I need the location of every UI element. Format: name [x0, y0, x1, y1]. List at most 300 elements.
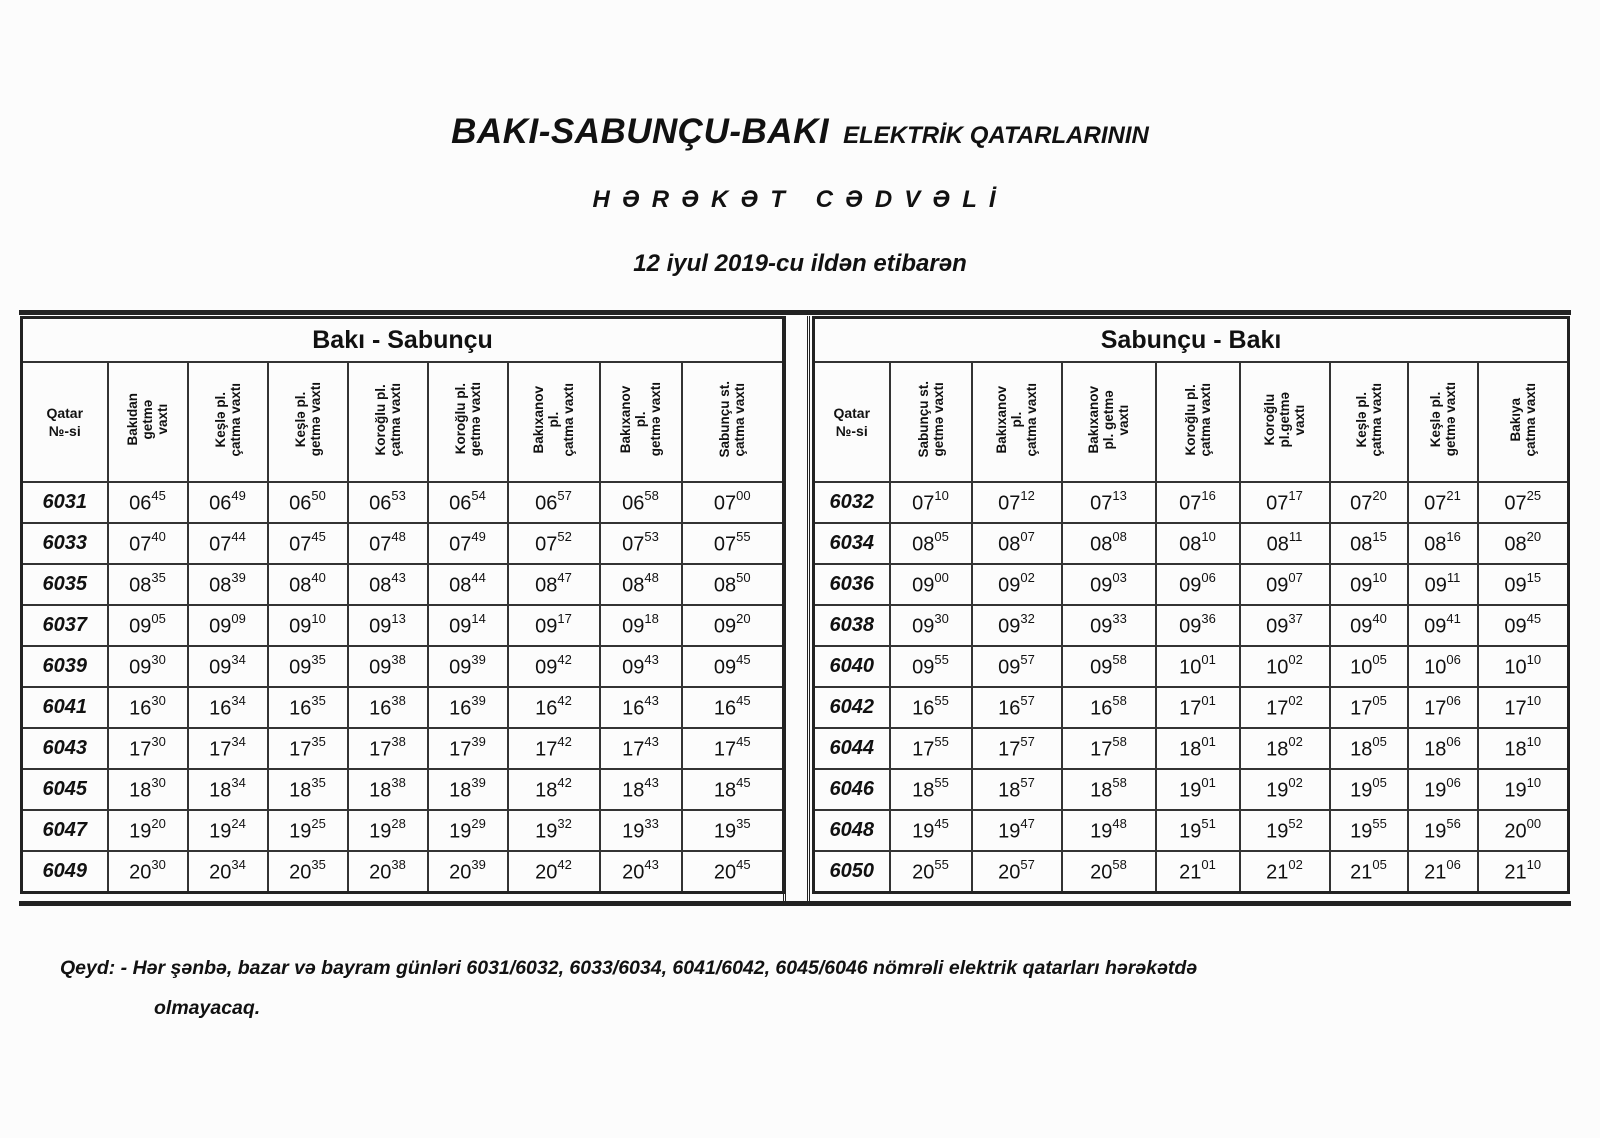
minutes: 20 [151, 815, 166, 831]
time-cell: $17^{30}$ [108, 728, 188, 769]
minutes: 45 [736, 692, 751, 708]
minutes: 48 [1112, 815, 1127, 831]
minutes: 33 [1112, 610, 1127, 626]
time-cell: $09^{35}$ [268, 646, 348, 687]
train-number: 6043 [22, 728, 108, 769]
minutes: 56 [1446, 815, 1461, 831]
minutes: 18 [644, 610, 659, 626]
minutes: 08 [1112, 528, 1127, 544]
time-cell: $16^{30}$ [108, 687, 188, 728]
time-cell: $18^{02}$ [1240, 728, 1330, 769]
minutes: 58 [1112, 651, 1127, 667]
footnote [60, 948, 1560, 1028]
minutes: 35 [311, 692, 326, 708]
column-header [1062, 362, 1156, 482]
minutes: 57 [1020, 774, 1035, 790]
time-cell: $09^{40}$ [1330, 605, 1408, 646]
train-number: 6036 [814, 564, 890, 605]
time-cell: $19^{01}$ [1156, 769, 1240, 810]
minutes: 39 [471, 856, 486, 872]
time-cell: $17^{43}$ [600, 728, 682, 769]
time-cell: $21^{05}$ [1330, 851, 1408, 893]
minutes: 45 [934, 815, 949, 831]
train-number: 6038 [814, 605, 890, 646]
table-row [22, 851, 784, 893]
column-header-label: Koroğlu pl.getmə vaxtı [1262, 391, 1307, 448]
minutes: 48 [391, 528, 406, 544]
column-header [508, 362, 600, 482]
time-cell: $20^{55}$ [890, 851, 972, 893]
time-cell: $18^{58}$ [1062, 769, 1156, 810]
time-cell: $20^{43}$ [600, 851, 682, 893]
time-cell: $16^{39}$ [428, 687, 508, 728]
minutes: 51 [1201, 815, 1216, 831]
minutes: 16 [1201, 487, 1216, 503]
train-number: 6031 [22, 482, 108, 523]
time-cell: $08^{16}$ [1408, 523, 1478, 564]
time-cell: $09^{57}$ [972, 646, 1062, 687]
time-cell: $09^{45}$ [1478, 605, 1569, 646]
time-cell: $07^{49}$ [428, 523, 508, 564]
column-header [972, 362, 1062, 482]
time-cell: $16^{45}$ [682, 687, 784, 728]
minutes: 10 [1526, 651, 1542, 667]
minutes: 57 [557, 487, 572, 503]
table-row [814, 728, 1569, 769]
time-cell: $09^{55}$ [890, 646, 972, 687]
time-cell: $17^{06}$ [1408, 687, 1478, 728]
minutes: 10 [1526, 774, 1542, 790]
time-cell: $19^{35}$ [682, 810, 784, 851]
table-row [814, 564, 1569, 605]
time-cell: $17^{57}$ [972, 728, 1062, 769]
minutes: 10 [1372, 569, 1387, 585]
time-cell: $16^{35}$ [268, 687, 348, 728]
time-cell: $08^{48}$ [600, 564, 682, 605]
minutes: 09 [231, 610, 246, 626]
minutes: 34 [231, 651, 246, 667]
route-title: BAKI-SABUNÇU-BAKI [451, 112, 830, 151]
train-number: 6035 [22, 564, 108, 605]
footnote-line: olmayacaq. [154, 997, 261, 1019]
minutes: 52 [1288, 815, 1303, 831]
table-row [22, 769, 784, 810]
train-number: 6034 [814, 523, 890, 564]
minutes: 34 [231, 774, 246, 790]
minutes: 21 [1446, 487, 1461, 503]
time-cell: $08^{35}$ [108, 564, 188, 605]
effective-date: 12 iyul 2019-cu ildən etibarən [633, 250, 967, 277]
time-cell: $17^{10}$ [1478, 687, 1569, 728]
minutes: 11 [1446, 569, 1461, 585]
time-cell: $18^{42}$ [508, 769, 600, 810]
column-header-row [814, 362, 1569, 482]
time-cell: $17^{42}$ [508, 728, 600, 769]
minutes: 55 [934, 692, 949, 708]
time-cell: $19^{48}$ [1062, 810, 1156, 851]
time-cell: $18^{01}$ [1156, 728, 1240, 769]
column-header-label: Koroğlu pl. çatma vaxtı [372, 382, 403, 457]
table-row [814, 769, 1569, 810]
minutes: 57 [1020, 733, 1035, 749]
minutes: 33 [644, 815, 659, 831]
minutes: 35 [311, 733, 326, 749]
time-cell: $20^{39}$ [428, 851, 508, 893]
time-cell: $08^{15}$ [1330, 523, 1408, 564]
minutes: 32 [1020, 610, 1035, 626]
time-cell: $21^{02}$ [1240, 851, 1330, 893]
minutes: 50 [311, 487, 326, 503]
time-cell: $08^{39}$ [188, 564, 268, 605]
time-cell: $09^{38}$ [348, 646, 428, 687]
minutes: 17 [557, 610, 572, 626]
minutes: 48 [644, 569, 659, 585]
table-row [22, 605, 784, 646]
minutes: 30 [151, 856, 166, 872]
minutes: 06 [1446, 692, 1461, 708]
column-header: Qatar №-si [814, 362, 890, 482]
minutes: 02 [1288, 651, 1303, 667]
time-cell: $09^{15}$ [1478, 564, 1569, 605]
minutes: 06 [1446, 856, 1461, 872]
time-cell: $19^{32}$ [508, 810, 600, 851]
time-cell: $18^{30}$ [108, 769, 188, 810]
time-cell: $08^{50}$ [682, 564, 784, 605]
column-header [600, 362, 682, 482]
column-header [682, 362, 784, 482]
minutes: 07 [1020, 528, 1035, 544]
column-header-label: Keşlə pl. çatma vaxtı [1353, 382, 1384, 457]
minutes: 10 [934, 487, 949, 503]
time-cell: $17^{34}$ [188, 728, 268, 769]
time-cell: $09^{06}$ [1156, 564, 1240, 605]
time-cell: $17^{45}$ [682, 728, 784, 769]
time-cell: $17^{35}$ [268, 728, 348, 769]
table-row [814, 605, 1569, 646]
time-cell: $17^{38}$ [348, 728, 428, 769]
column-header [428, 362, 508, 482]
time-cell: $17^{05}$ [1330, 687, 1408, 728]
minutes: 20 [736, 610, 751, 626]
minutes: 30 [151, 774, 166, 790]
minutes: 10 [311, 610, 326, 626]
time-cell: $07^{53}$ [600, 523, 682, 564]
title-suffix: ELEKTRİK QATARLARININ [843, 122, 1149, 149]
minutes: 42 [557, 692, 572, 708]
time-cell: $09^{13}$ [348, 605, 428, 646]
minutes: 28 [391, 815, 406, 831]
minutes: 39 [471, 692, 486, 708]
train-number: 6037 [22, 605, 108, 646]
time-cell: $20^{30}$ [108, 851, 188, 893]
column-header [890, 362, 972, 482]
table-body [22, 482, 784, 893]
column-header-label: Koroğlu pl. çatma vaxtı [1182, 382, 1213, 457]
train-number: 6049 [22, 851, 108, 893]
column-header-label: Bakıxanov pl. getmə vaxtı [618, 382, 663, 457]
time-cell: $18^{43}$ [600, 769, 682, 810]
minutes: 14 [471, 610, 486, 626]
time-cell: $06^{53}$ [348, 482, 428, 523]
time-cell: $09^{58}$ [1062, 646, 1156, 687]
minutes: 53 [644, 528, 659, 544]
time-cell: $07^{48}$ [348, 523, 428, 564]
minutes: 39 [471, 733, 486, 749]
time-cell: $19^{06}$ [1408, 769, 1478, 810]
minutes: 20 [1372, 487, 1387, 503]
minutes: 45 [736, 774, 751, 790]
time-cell: $19^{55}$ [1330, 810, 1408, 851]
table-row [22, 810, 784, 851]
time-cell: $16^{57}$ [972, 687, 1062, 728]
time-cell: $09^{36}$ [1156, 605, 1240, 646]
time-cell: $17^{58}$ [1062, 728, 1156, 769]
train-number: 6050 [814, 851, 890, 893]
time-cell: $08^{20}$ [1478, 523, 1569, 564]
time-cell: $19^{52}$ [1240, 810, 1330, 851]
minutes: 06 [1446, 733, 1461, 749]
minutes: 38 [391, 856, 406, 872]
minutes: 06 [1446, 774, 1461, 790]
time-cell: $10^{05}$ [1330, 646, 1408, 687]
time-cell: $09^{39}$ [428, 646, 508, 687]
minutes: 35 [151, 569, 166, 585]
column-header [1240, 362, 1330, 482]
time-cell: $18^{45}$ [682, 769, 784, 810]
minutes: 11 [1288, 528, 1303, 544]
column-header-label: Sabunçu st. çatma vaxtı [717, 381, 748, 458]
minutes: 37 [1288, 610, 1303, 626]
time-cell: $18^{39}$ [428, 769, 508, 810]
baku-sabunchu-table [20, 316, 785, 894]
time-cell: $19^{05}$ [1330, 769, 1408, 810]
table-title: Sabunçu - Bakı [814, 318, 1569, 363]
table-row [814, 646, 1569, 687]
train-number: 6033 [22, 523, 108, 564]
minutes: 40 [1372, 610, 1387, 626]
table-body [814, 482, 1569, 893]
time-cell: $09^{00}$ [890, 564, 972, 605]
minutes: 05 [151, 610, 166, 626]
time-cell: $08^{07}$ [972, 523, 1062, 564]
time-cell: $20^{57}$ [972, 851, 1062, 893]
time-cell: $06^{58}$ [600, 482, 682, 523]
time-cell: $19^{28}$ [348, 810, 428, 851]
minutes: 57 [1020, 692, 1035, 708]
time-cell: $08^{05}$ [890, 523, 972, 564]
time-cell: $09^{43}$ [600, 646, 682, 687]
column-header [1408, 362, 1478, 482]
time-cell: $07^{40}$ [108, 523, 188, 564]
time-cell: $09^{30}$ [890, 605, 972, 646]
column-header [348, 362, 428, 482]
time-cell: $18^{57}$ [972, 769, 1062, 810]
minutes: 58 [1112, 733, 1127, 749]
time-cell: $17^{55}$ [890, 728, 972, 769]
table-row [814, 523, 1569, 564]
column-header [268, 362, 348, 482]
minutes: 02 [1020, 569, 1035, 585]
time-cell: $07^{00}$ [682, 482, 784, 523]
minutes: 47 [557, 569, 572, 585]
time-cell: $09^{33}$ [1062, 605, 1156, 646]
minutes: 13 [391, 610, 406, 626]
train-number: 6045 [22, 769, 108, 810]
time-cell: $19^{02}$ [1240, 769, 1330, 810]
minutes: 05 [934, 528, 949, 544]
time-cell: $08^{11}$ [1240, 523, 1330, 564]
minutes: 05 [1372, 733, 1387, 749]
time-cell: $21^{01}$ [1156, 851, 1240, 893]
time-cell: $07^{12}$ [972, 482, 1062, 523]
time-cell: $19^{29}$ [428, 810, 508, 851]
minutes: 57 [1020, 856, 1035, 872]
time-cell: $18^{38}$ [348, 769, 428, 810]
minutes: 49 [471, 528, 486, 544]
time-cell: $08^{47}$ [508, 564, 600, 605]
minutes: 55 [1372, 815, 1387, 831]
column-header [108, 362, 188, 482]
minutes: 30 [934, 610, 949, 626]
time-cell: $07^{16}$ [1156, 482, 1240, 523]
train-number: 6032 [814, 482, 890, 523]
table-row [814, 687, 1569, 728]
minutes: 32 [557, 815, 572, 831]
minutes: 02 [1288, 774, 1303, 790]
time-cell: $06^{57}$ [508, 482, 600, 523]
time-cell: $09^{30}$ [108, 646, 188, 687]
column-header: Qatar №-si [22, 362, 108, 482]
time-cell: $20^{45}$ [682, 851, 784, 893]
time-cell: $10^{06}$ [1408, 646, 1478, 687]
minutes: 38 [391, 692, 406, 708]
minutes: 12 [1020, 487, 1035, 503]
minutes: 13 [1112, 487, 1127, 503]
time-cell: $16^{58}$ [1062, 687, 1156, 728]
minutes: 58 [1112, 774, 1127, 790]
minutes: 25 [311, 815, 326, 831]
time-cell: $21^{06}$ [1408, 851, 1478, 893]
table-row [22, 728, 784, 769]
table-divider [783, 316, 810, 902]
time-cell: $19^{51}$ [1156, 810, 1240, 851]
time-cell: $20^{00}$ [1478, 810, 1569, 851]
time-cell: $18^{35}$ [268, 769, 348, 810]
minutes: 05 [1372, 856, 1387, 872]
minutes: 36 [1201, 610, 1216, 626]
minutes: 42 [557, 774, 572, 790]
minutes: 01 [1201, 651, 1216, 667]
minutes: 38 [391, 774, 406, 790]
table-title: Bakı - Sabunçu [22, 318, 784, 363]
table-row [22, 564, 784, 605]
time-cell: $07^{13}$ [1062, 482, 1156, 523]
minutes: 40 [311, 569, 326, 585]
minutes: 10 [1526, 733, 1542, 749]
time-cell: $09^{34}$ [188, 646, 268, 687]
time-cell: $19^{25}$ [268, 810, 348, 851]
time-cell: $16^{38}$ [348, 687, 428, 728]
minutes: 45 [1526, 610, 1542, 626]
time-cell: $20^{34}$ [188, 851, 268, 893]
table-row [814, 810, 1569, 851]
minutes: 20 [1526, 528, 1542, 544]
time-cell: $08^{10}$ [1156, 523, 1240, 564]
train-number: 6041 [22, 687, 108, 728]
table-row [22, 687, 784, 728]
minutes: 42 [557, 733, 572, 749]
minutes: 05 [1372, 651, 1387, 667]
column-header [1156, 362, 1240, 482]
minutes: 45 [736, 733, 751, 749]
minutes: 44 [471, 569, 486, 585]
time-cell: $16^{55}$ [890, 687, 972, 728]
minutes: 39 [471, 651, 486, 667]
time-cell: $10^{02}$ [1240, 646, 1330, 687]
time-cell: $09^{09}$ [188, 605, 268, 646]
minutes: 17 [1288, 487, 1303, 503]
time-cell: $08^{08}$ [1062, 523, 1156, 564]
train-number: 6044 [814, 728, 890, 769]
time-cell: $16^{42}$ [508, 687, 600, 728]
time-cell: $10^{10}$ [1478, 646, 1569, 687]
time-cell: $20^{38}$ [348, 851, 428, 893]
time-cell: $07^{17}$ [1240, 482, 1330, 523]
time-cell: $09^{11}$ [1408, 564, 1478, 605]
minutes: 10 [1526, 692, 1542, 708]
minutes: 45 [311, 528, 326, 544]
time-cell: $17^{02}$ [1240, 687, 1330, 728]
minutes: 24 [231, 815, 246, 831]
minutes: 55 [934, 651, 949, 667]
minutes: 58 [1112, 692, 1127, 708]
time-cell: $21^{10}$ [1478, 851, 1569, 893]
minutes: 49 [231, 487, 246, 503]
minutes: 44 [231, 528, 246, 544]
time-cell: $09^{20}$ [682, 605, 784, 646]
minutes: 53 [391, 487, 406, 503]
time-cell: $07^{20}$ [1330, 482, 1408, 523]
column-header-label: Bakıxanov pl. çatma vaxtı [531, 382, 576, 457]
column-header-label: Keşlə pl. getmə vaxtı [292, 382, 323, 457]
minutes: 00 [1526, 815, 1542, 831]
minutes: 40 [151, 528, 166, 544]
time-cell: $09^{07}$ [1240, 564, 1330, 605]
minutes: 15 [1526, 569, 1542, 585]
time-cell: $16^{34}$ [188, 687, 268, 728]
document-title [0, 112, 1600, 152]
minutes: 58 [1112, 856, 1127, 872]
minutes: 05 [1372, 692, 1387, 708]
minutes: 45 [736, 651, 751, 667]
table-row [22, 646, 784, 687]
minutes: 01 [1201, 692, 1216, 708]
minutes: 01 [1201, 733, 1216, 749]
time-cell: $18^{10}$ [1478, 728, 1569, 769]
time-cell: $16^{43}$ [600, 687, 682, 728]
time-cell: $08^{44}$ [428, 564, 508, 605]
minutes: 34 [231, 692, 246, 708]
time-cell: $07^{45}$ [268, 523, 348, 564]
minutes: 30 [151, 692, 166, 708]
time-cell: $08^{40}$ [268, 564, 348, 605]
column-header-label: Keşlə pl. getmə vaxtı [1427, 382, 1458, 457]
time-cell: $19^{47}$ [972, 810, 1062, 851]
minutes: 35 [311, 856, 326, 872]
time-cell: $20^{35}$ [268, 851, 348, 893]
minutes: 55 [736, 528, 751, 544]
minutes: 30 [151, 733, 166, 749]
